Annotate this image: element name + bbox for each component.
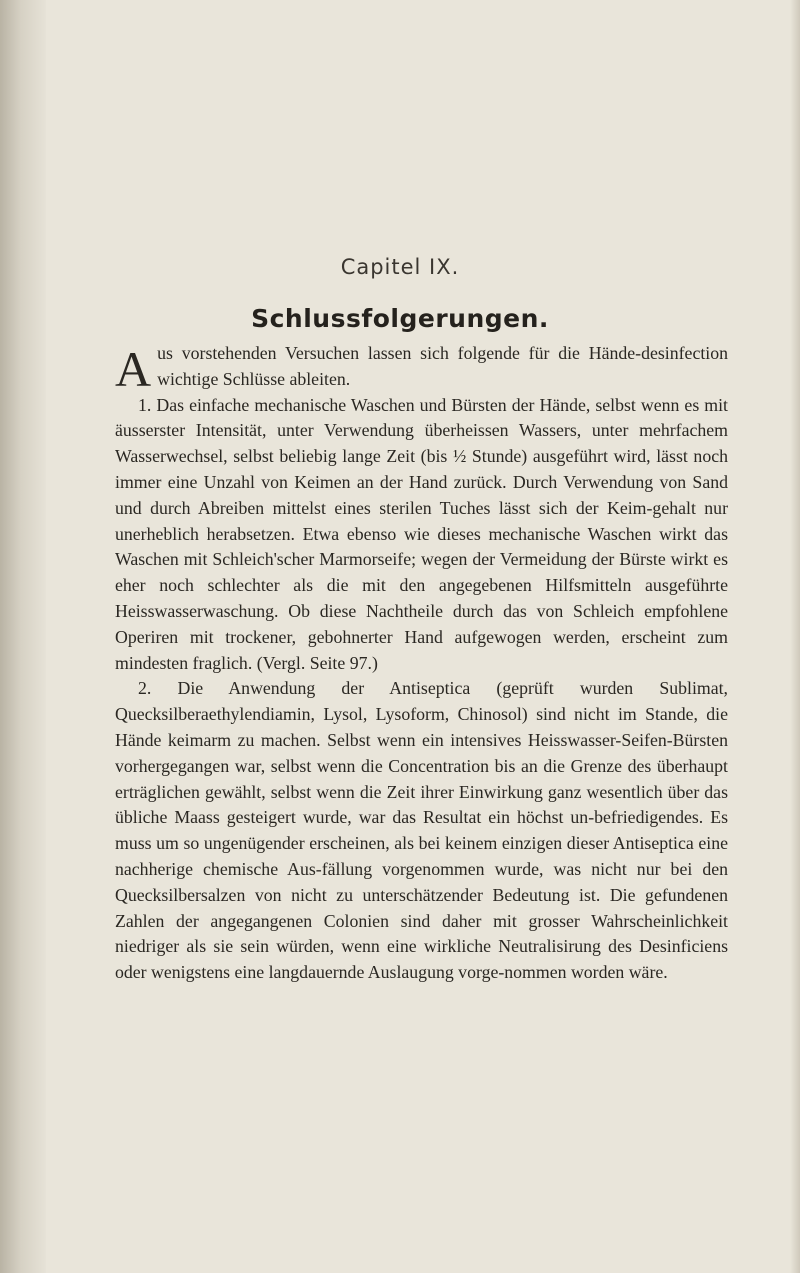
chapter-heading: Capitel IX. [340,255,460,279]
intro-text: us vorstehenden Versuchen lassen sich folgende für die Hände-desinfection wichtige Schlüsse ableiten. [157,343,728,389]
paragraph-2: 2. Die Anwendung der Antiseptica (geprüft wurden Sublimat, Quecksilberaethylendiamin, Lysol, Lysoform, Chinosol) sind nicht im Stande, die Hände keimarm zu machen. Selbst wenn ein intensives Heisswasser-Seifen-Bürsten vorhergegangen war, selbst wenn die Concentration bis an die Grenze des überhaupt erträglichen gewählt, selbst wenn die Zeit ihrer Einwirkung ganz wesentlich über das übliche Maass gesteigert wurde, war das Resultat ein höchst un-befriedigendes. Es muss um so ungenügender erscheinen, als bei keinem einzigen dieser Antiseptica eine nachherige chemische Aus-fällung vorgenommen wurde, was nicht nur bei den Quecksilbersalzen von nicht zu unterschätzender Bedeutung ist. Die gefundenen Zahlen der angegangenen Colonien sind daher mit grosser Wahrscheinlichkeit niedriger als sie sein würden, wenn eine wirkliche Neutralisirung des Desinficiens oder wenigstens eine langdauernde Auslaugung vorge-nommen worden wäre. [115,678,728,983]
drop-cap: A [115,341,152,397]
body-text [115,341,728,986]
intro-paragraph [115,341,728,397]
paragraph-1: 1. Das einfache mechanische Waschen und Bürsten der Hände, selbst wenn es mit äusserster Intensität, unter Verwendung überheissen Wassers, unter mehrfachem Wasserwechsel, selbst beliebig lange Zeit (bis ½ Stunde) ausgeführt wird, lässt noch immer eine Unzahl von Keimen an der Hand zurück. Durch Verwendung von Sand und durch Abreiben mittelst eines sterilen Tuches lässt sich der Keim-gehalt nur unerheblich herabsetzen. Etwa ebenso wie dieses mechanische Waschen wirkt das Waschen mit Schleich'scher Marmorseife; wegen der Vermeidung der Bürste wirkt es eher noch schlechter als die mit den angegebenen Hilfsmitteln ausgeführte Heisswasserwaschung. Ob diese Nachtheile durch das von Schleich empfohlene Operiren mit trockener, gebohnerter Hand aufgewogen werden, erscheint zum mindesten fraglich. (Vergl. Seite 97.) [115,394,728,673]
page-title: Schlussfolgerungen. [251,304,549,333]
